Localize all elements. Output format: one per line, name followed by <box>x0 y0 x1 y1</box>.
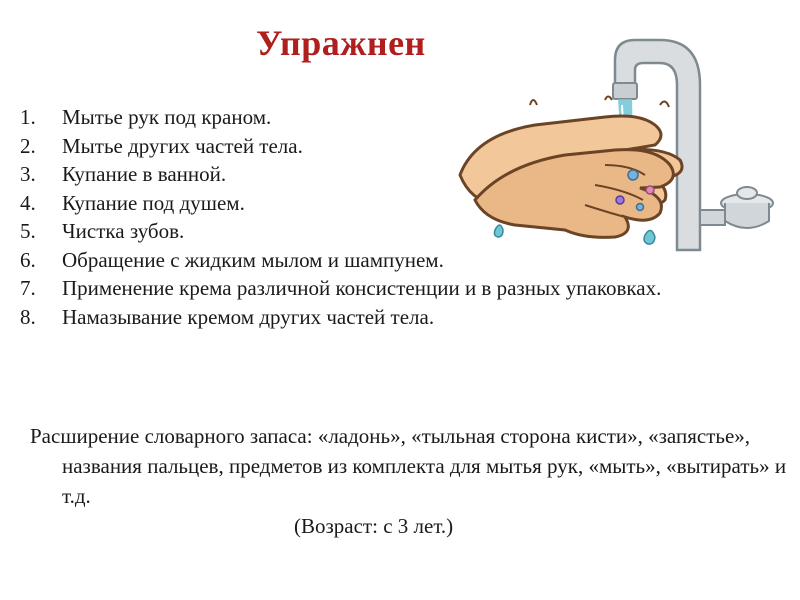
list-item <box>20 132 740 161</box>
age-note: (Возраст: с 3 лет.) <box>294 514 454 538</box>
exercise-list <box>20 103 740 331</box>
vocabulary-block <box>30 421 790 541</box>
list-item-number: 8. <box>20 304 36 329</box>
list-item-text: Купание в ванной. <box>62 162 227 186</box>
list-item-number: 7. <box>20 276 36 300</box>
list-item-text: Применение крема различной консистенции и в разных упаковках. <box>62 276 662 300</box>
list-item-text: Мытье рук под краном. <box>62 105 272 129</box>
list-item-number: 6. <box>20 247 36 272</box>
list-item-text: Обращение с жидким мылом и шампунем. <box>62 247 444 272</box>
list-item-number: 5. <box>20 219 36 243</box>
list-item-text: Чистка зубов. <box>62 219 185 243</box>
list-item-text: Купание под душем. <box>62 190 245 215</box>
list-item-number: 1. <box>20 105 36 129</box>
slide-title: Упражнен <box>256 23 426 63</box>
list-item <box>20 189 740 218</box>
list-item <box>20 274 740 303</box>
list-item <box>20 246 740 275</box>
list-item <box>20 303 740 332</box>
list-item <box>20 217 740 246</box>
list-item-text: Намазывание кремом других частей тела. <box>62 304 435 329</box>
list-item-text: Мытье других частей тела. <box>62 133 303 158</box>
list-item-number: 2. <box>20 133 36 158</box>
list-item-number: 4. <box>20 190 36 215</box>
list-item <box>20 160 740 189</box>
vocabulary-text: Расширение словарного запаса: «ладонь», «тыльная сторона кисти», «запястье», названия пальцев, предметов из комплекта для мытья рук, «мыть», «вытирать» и т.д. <box>30 424 787 508</box>
list-item-number: 3. <box>20 162 36 186</box>
list-item <box>20 103 740 132</box>
